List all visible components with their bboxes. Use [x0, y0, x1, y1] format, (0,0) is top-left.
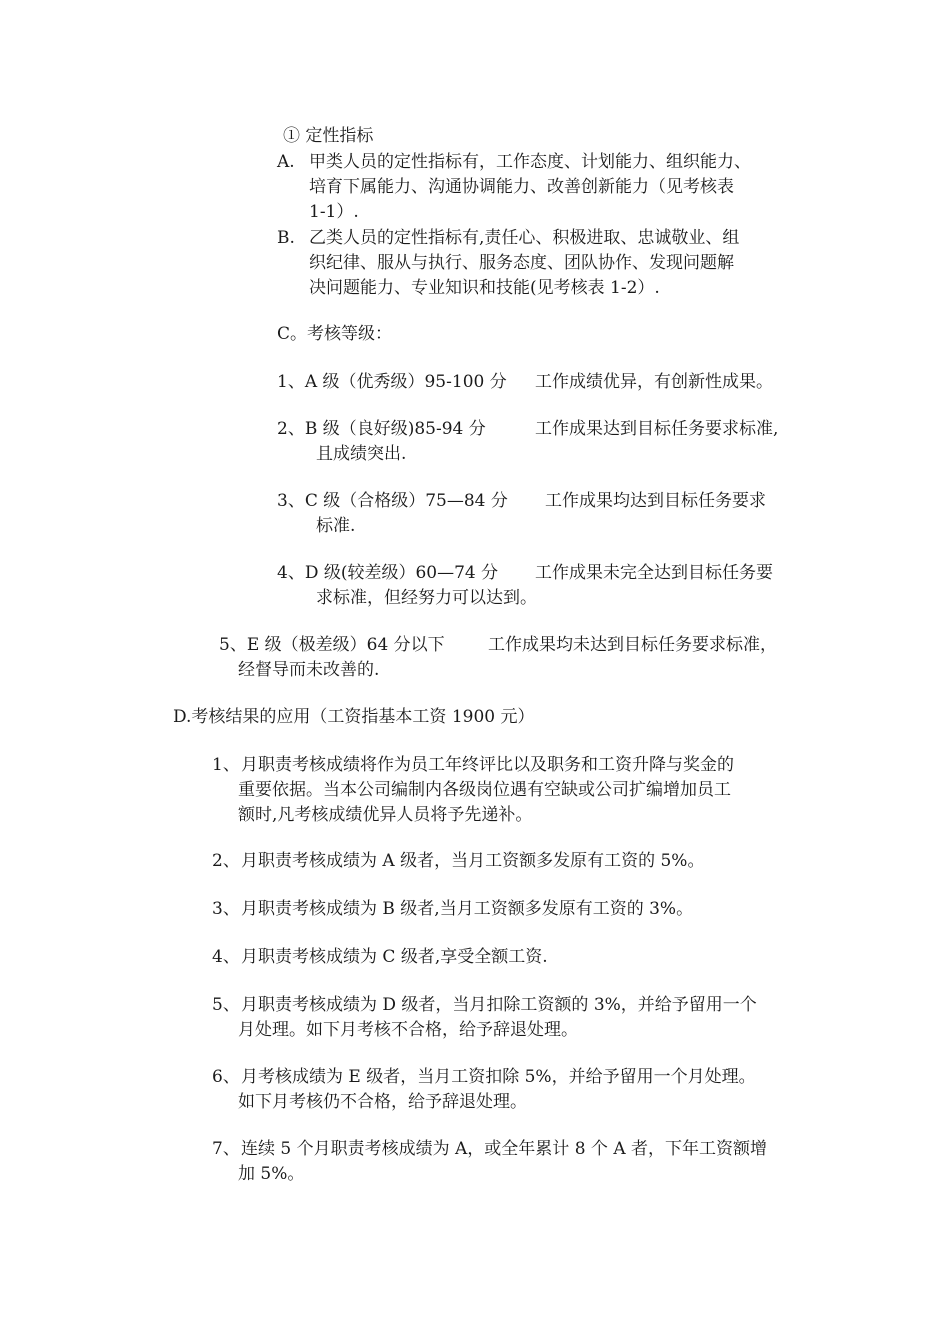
item-a-marker: A. — [277, 152, 295, 172]
app-6-line-2: 如下月考核仍不合格，给予辞退处理。 — [238, 1092, 527, 1112]
grade-e-desc-2: 经督导而未改善的. — [238, 660, 380, 680]
app-1-line-3: 额时,凡考核成绩优异人员将予先递补。 — [238, 805, 533, 825]
grade-b-label: 2、B 级（良好级)85-94 分 — [277, 419, 486, 439]
application-title: D.考核结果的应用（工资指基本工资 1900 元） — [173, 707, 535, 727]
grade-c-label: 3、C 级（合格级）75—84 分 — [277, 491, 508, 511]
grade-d-desc-1: 工作成果未完全达到目标任务要 — [535, 563, 773, 583]
grade-c-desc-1: 工作成果均达到目标任务要求 — [545, 491, 766, 511]
app-6-num: 6、 — [212, 1067, 240, 1087]
grade-d-desc-2: 求标准，但经努力可以达到。 — [316, 588, 537, 608]
grade-b-desc-2: 且成绩突出. — [316, 444, 407, 464]
item-b-line-1: 乙类人员的定性指标有,责任心、积极进取、忠诚敬业、组 — [309, 228, 740, 248]
app-2-line-1: 月职责考核成绩为 A 级者，当月工资额多发原有工资的 5%。 — [241, 851, 705, 871]
app-3-line-1: 月职责考核成绩为 B 级者,当月工资额多发原有工资的 3%。 — [241, 899, 694, 919]
item-b-line-3: 决问题能力、专业知识和技能(见考核表 1-2）. — [309, 278, 660, 298]
app-5-num: 5、 — [212, 995, 240, 1015]
app-1-line-1: 月职责考核成绩将作为员工年终评比以及职务和工资升降与奖金的 — [241, 755, 734, 775]
app-5-line-1: 月职责考核成绩为 D 级者，当月扣除工资额的 3%，并给予留用一个 — [241, 995, 757, 1015]
grade-d-label: 4、D 级(较差级）60—74 分 — [277, 563, 499, 583]
app-7-num: 7、 — [212, 1139, 240, 1159]
app-5-line-2: 月处理。如下月考核不合格，给予辞退处理。 — [238, 1020, 578, 1040]
item-a-line-1: 甲类人员的定性指标有，工作态度、计划能力、组织能力、 — [309, 152, 751, 172]
app-3-num: 3、 — [212, 899, 240, 919]
grade-a-label: 1、A 级（优秀级）95-100 分 — [277, 372, 507, 392]
qualitative-title: ① 定性指标 — [283, 126, 374, 146]
app-7-line-2: 加 5%。 — [238, 1164, 305, 1184]
item-b-line-2: 织纪律、服从与执行、服务态度、团队协作、发现问题解 — [309, 253, 734, 273]
grade-b-desc-1: 工作成果达到目标任务要求标准, — [535, 419, 779, 439]
app-1-line-2: 重要依据。当本公司编制内各级岗位遇有空缺或公司扩编增加员工 — [238, 780, 731, 800]
app-6-line-1: 月考核成绩为 E 级者，当月工资扣除 5%，并给予留用一个月处理。 — [241, 1067, 756, 1087]
app-1-num: 1、 — [212, 755, 240, 775]
item-a-line-2: 培育下属能力、沟通协调能力、改善创新能力（见考核表 — [309, 177, 734, 197]
grade-e-desc-1: 工作成果均未达到目标任务要求标准， — [488, 635, 777, 655]
app-7-line-1: 连续 5 个月职责考核成绩为 A，或全年累计 8 个 A 者，下年工资额增 — [241, 1139, 768, 1159]
item-b-marker: B. — [277, 228, 295, 248]
app-2-num: 2、 — [212, 851, 240, 871]
grades-title: C。考核等级： — [277, 324, 393, 344]
grade-a-desc-1: 工作成绩优异，有创新性成果。 — [535, 372, 773, 392]
item-a-line-3: 1-1）. — [309, 202, 359, 222]
grade-c-desc-2: 标准. — [316, 516, 356, 536]
grade-e-label: 5、E 级（极差级）64 分以下 — [219, 635, 445, 655]
app-4-line-1: 月职责考核成绩为 C 级者,享受全额工资. — [241, 947, 548, 967]
app-4-num: 4、 — [212, 947, 240, 967]
